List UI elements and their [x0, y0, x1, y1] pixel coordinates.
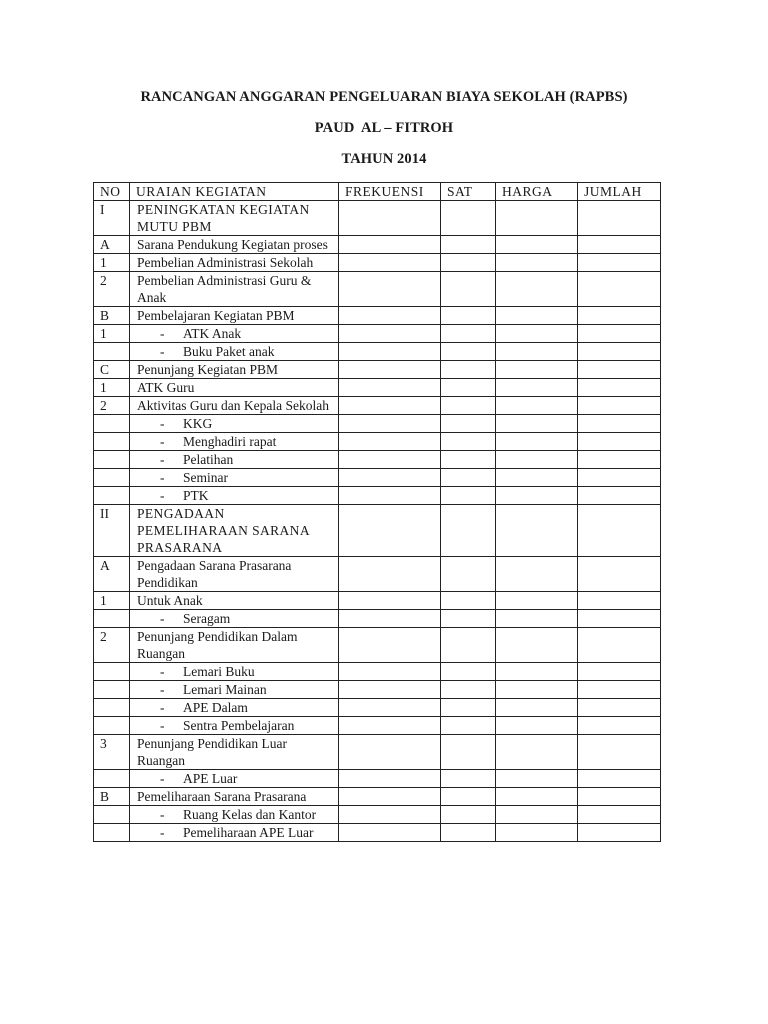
- jumlah-cell: [578, 272, 661, 307]
- bullet-dash: -: [160, 434, 165, 449]
- col-header-no: NO: [94, 183, 130, 201]
- harga-cell: [496, 557, 578, 592]
- sat-cell: [441, 236, 496, 254]
- bullet-dash: -: [160, 664, 165, 679]
- table-row: [94, 735, 661, 770]
- row-description-cell: [130, 415, 339, 433]
- row-description: PENINGKATAN KEGIATAN MUTU PBM: [137, 202, 310, 234]
- row-number: 1: [94, 592, 130, 610]
- frekuensi-cell: [339, 505, 441, 557]
- table-row: [94, 699, 661, 717]
- table-row: [94, 415, 661, 433]
- table-row: [94, 201, 661, 236]
- row-description-cell: [130, 379, 339, 397]
- harga-cell: [496, 236, 578, 254]
- table-row: [94, 770, 661, 788]
- row-number: [94, 610, 130, 628]
- bullet-dash: -: [160, 700, 165, 715]
- table-row: [94, 397, 661, 415]
- row-description: Pemeliharaan Sarana Prasarana: [137, 789, 307, 804]
- sat-cell: [441, 788, 496, 806]
- table-row: [94, 610, 661, 628]
- sat-cell: [441, 307, 496, 325]
- row-number: [94, 469, 130, 487]
- table-row: [94, 236, 661, 254]
- row-description: ATK Guru: [137, 380, 195, 395]
- sat-cell: [441, 379, 496, 397]
- row-number: A: [94, 557, 130, 592]
- harga-cell: [496, 325, 578, 343]
- frekuensi-cell: [339, 272, 441, 307]
- bullet-dash: -: [160, 344, 165, 359]
- bullet-dash: -: [160, 488, 165, 503]
- sat-cell: [441, 717, 496, 735]
- bullet-dash: -: [160, 807, 165, 822]
- row-description-cell: [130, 505, 339, 557]
- frekuensi-cell: [339, 361, 441, 379]
- frekuensi-cell: [339, 824, 441, 842]
- table-row: [94, 592, 661, 610]
- bullet-dash: -: [160, 825, 165, 840]
- bullet-dash: -: [160, 452, 165, 467]
- row-number: I: [94, 201, 130, 236]
- frekuensi-cell: [339, 325, 441, 343]
- frekuensi-cell: [339, 610, 441, 628]
- table-row: [94, 628, 661, 663]
- row-description-cell: [130, 681, 339, 699]
- row-description-cell: [130, 343, 339, 361]
- bullet-dash: -: [160, 326, 165, 341]
- frekuensi-cell: [339, 201, 441, 236]
- bullet-dash: -: [160, 611, 165, 626]
- row-description: Pengadaan Sarana Prasarana Pendidikan: [137, 558, 292, 590]
- row-number: C: [94, 361, 130, 379]
- bullet-dash: -: [160, 771, 165, 786]
- bullet-dash: -: [160, 682, 165, 697]
- jumlah-cell: [578, 735, 661, 770]
- row-description: Penunjang Pendidikan Dalam Ruangan: [137, 629, 298, 661]
- row-description: Sarana Pendukung Kegiatan proses: [137, 237, 328, 252]
- frekuensi-cell: [339, 717, 441, 735]
- harga-cell: [496, 505, 578, 557]
- row-number: [94, 824, 130, 842]
- frekuensi-cell: [339, 433, 441, 451]
- sat-cell: [441, 254, 496, 272]
- table-row: [94, 343, 661, 361]
- harga-cell: [496, 699, 578, 717]
- harga-cell: [496, 806, 578, 824]
- row-description-cell: [130, 487, 339, 505]
- row-description: Lemari Buku: [183, 664, 255, 679]
- row-description-cell: [130, 201, 339, 236]
- jumlah-cell: [578, 663, 661, 681]
- row-description-cell: [130, 557, 339, 592]
- row-description: Penunjang Kegiatan PBM: [137, 362, 278, 377]
- col-header-frekuensi: FREKUENSI: [339, 183, 441, 201]
- frekuensi-cell: [339, 343, 441, 361]
- row-number: 3: [94, 735, 130, 770]
- school-name: PAUD AL – FITROH: [314, 120, 454, 136]
- row-description: Sentra Pembelajaran: [183, 718, 295, 733]
- frekuensi-cell: [339, 735, 441, 770]
- harga-cell: [496, 451, 578, 469]
- harga-cell: [496, 592, 578, 610]
- row-description-cell: [130, 272, 339, 307]
- row-description: Pembelian Administrasi Sekolah: [137, 255, 314, 270]
- bullet-dash: -: [160, 718, 165, 733]
- row-description-cell: [130, 236, 339, 254]
- table-row: [94, 361, 661, 379]
- table-row: [94, 433, 661, 451]
- row-description: Menghadiri rapat: [183, 434, 277, 449]
- row-description-cell: [130, 592, 339, 610]
- frekuensi-cell: [339, 487, 441, 505]
- row-description: Pembelajaran Kegiatan PBM: [137, 308, 295, 323]
- row-number: II: [94, 505, 130, 557]
- jumlah-cell: [578, 681, 661, 699]
- row-description: Seragam: [183, 611, 231, 626]
- table-row: [94, 307, 661, 325]
- sat-cell: [441, 433, 496, 451]
- sat-cell: [441, 681, 496, 699]
- table-row: [94, 806, 661, 824]
- row-description: Ruang Kelas dan Kantor: [183, 807, 317, 822]
- harga-cell: [496, 717, 578, 735]
- sat-cell: [441, 663, 496, 681]
- frekuensi-cell: [339, 770, 441, 788]
- row-number: [94, 806, 130, 824]
- table-body: [94, 201, 661, 842]
- frekuensi-cell: [339, 699, 441, 717]
- sat-cell: [441, 770, 496, 788]
- row-number: 1: [94, 325, 130, 343]
- bullet-dash: -: [160, 470, 165, 485]
- table-row: [94, 379, 661, 397]
- frekuensi-cell: [339, 307, 441, 325]
- sat-cell: [441, 699, 496, 717]
- row-description-cell: [130, 717, 339, 735]
- harga-cell: [496, 681, 578, 699]
- row-number: B: [94, 307, 130, 325]
- jumlah-cell: [578, 397, 661, 415]
- row-number: [94, 487, 130, 505]
- jumlah-cell: [578, 325, 661, 343]
- table-row: [94, 681, 661, 699]
- row-description-cell: [130, 788, 339, 806]
- jumlah-cell: [578, 717, 661, 735]
- col-header-uraian: URAIAN KEGIATAN: [130, 183, 339, 201]
- row-number: 2: [94, 272, 130, 307]
- row-number: 1: [94, 254, 130, 272]
- frekuensi-cell: [339, 557, 441, 592]
- row-description-cell: [130, 397, 339, 415]
- harga-cell: [496, 735, 578, 770]
- harga-cell: [496, 469, 578, 487]
- row-description-cell: [130, 325, 339, 343]
- row-description: Untuk Anak: [137, 593, 203, 608]
- budget-table: [93, 182, 661, 842]
- row-description: APE Dalam: [183, 700, 248, 715]
- col-header-jumlah: JUMLAH: [578, 183, 661, 201]
- harga-cell: [496, 824, 578, 842]
- document-title: RANCANGAN ANGGARAN PENGELUARAN BIAYA SEKOLAH (RAPBS): [140, 89, 628, 105]
- row-description: Pembelian Administrasi Guru & Anak: [137, 273, 312, 305]
- table-row: [94, 469, 661, 487]
- harga-cell: [496, 433, 578, 451]
- table-row: [94, 254, 661, 272]
- jumlah-cell: [578, 451, 661, 469]
- sat-cell: [441, 505, 496, 557]
- harga-cell: [496, 307, 578, 325]
- frekuensi-cell: [339, 415, 441, 433]
- table-row: [94, 272, 661, 307]
- harga-cell: [496, 201, 578, 236]
- table-row: [94, 663, 661, 681]
- row-description-cell: [130, 663, 339, 681]
- frekuensi-cell: [339, 469, 441, 487]
- row-description-cell: [130, 307, 339, 325]
- jumlah-cell: [578, 487, 661, 505]
- table-row: [94, 505, 661, 557]
- row-description-cell: [130, 361, 339, 379]
- jumlah-cell: [578, 469, 661, 487]
- harga-cell: [496, 254, 578, 272]
- harga-cell: [496, 397, 578, 415]
- jumlah-cell: [578, 557, 661, 592]
- jumlah-cell: [578, 379, 661, 397]
- frekuensi-cell: [339, 254, 441, 272]
- jumlah-cell: [578, 770, 661, 788]
- row-description-cell: [130, 699, 339, 717]
- frekuensi-cell: [339, 451, 441, 469]
- row-description-cell: [130, 610, 339, 628]
- row-description: PENGADAAN PEMELIHARAAN SARANA PRASARANA: [137, 506, 310, 555]
- row-number: 2: [94, 397, 130, 415]
- jumlah-cell: [578, 806, 661, 824]
- row-number: [94, 343, 130, 361]
- jumlah-cell: [578, 361, 661, 379]
- row-description: Pemeliharaan APE Luar: [183, 825, 314, 840]
- col-header-sat: SAT: [441, 183, 496, 201]
- row-description-cell: [130, 628, 339, 663]
- jumlah-cell: [578, 628, 661, 663]
- frekuensi-cell: [339, 788, 441, 806]
- frekuensi-cell: [339, 663, 441, 681]
- jumlah-cell: [578, 415, 661, 433]
- table-row: [94, 788, 661, 806]
- harga-cell: [496, 361, 578, 379]
- row-number: B: [94, 788, 130, 806]
- harga-cell: [496, 628, 578, 663]
- row-number: [94, 433, 130, 451]
- row-description-cell: [130, 806, 339, 824]
- harga-cell: [496, 770, 578, 788]
- row-description-cell: [130, 469, 339, 487]
- table-row: [94, 487, 661, 505]
- sat-cell: [441, 806, 496, 824]
- sat-cell: [441, 272, 496, 307]
- row-number: A: [94, 236, 130, 254]
- row-description: Penunjang Pendidikan Luar Ruangan: [137, 736, 287, 768]
- harga-cell: [496, 343, 578, 361]
- row-number: [94, 663, 130, 681]
- frekuensi-cell: [339, 236, 441, 254]
- row-description-cell: [130, 451, 339, 469]
- row-description-cell: [130, 433, 339, 451]
- frekuensi-cell: [339, 681, 441, 699]
- col-header-harga: HARGA: [496, 183, 578, 201]
- row-description-cell: [130, 254, 339, 272]
- harga-cell: [496, 272, 578, 307]
- sat-cell: [441, 469, 496, 487]
- sat-cell: [441, 201, 496, 236]
- sat-cell: [441, 397, 496, 415]
- jumlah-cell: [578, 610, 661, 628]
- jumlah-cell: [578, 201, 661, 236]
- sat-cell: [441, 487, 496, 505]
- jumlah-cell: [578, 236, 661, 254]
- harga-cell: [496, 610, 578, 628]
- sat-cell: [441, 343, 496, 361]
- row-description-cell: [130, 824, 339, 842]
- table-row: [94, 451, 661, 469]
- sat-cell: [441, 325, 496, 343]
- sat-cell: [441, 451, 496, 469]
- table-row: [94, 824, 661, 842]
- sat-cell: [441, 415, 496, 433]
- row-description: Buku Paket anak: [183, 344, 275, 359]
- row-description: Seminar: [183, 470, 228, 485]
- sat-cell: [441, 592, 496, 610]
- jumlah-cell: [578, 343, 661, 361]
- frekuensi-cell: [339, 628, 441, 663]
- jumlah-cell: [578, 307, 661, 325]
- row-number: [94, 699, 130, 717]
- row-number: 1: [94, 379, 130, 397]
- row-description-cell: [130, 770, 339, 788]
- budget-year: TAHUN 2014: [341, 151, 427, 167]
- table-row: [94, 325, 661, 343]
- jumlah-cell: [578, 505, 661, 557]
- table-row: [94, 557, 661, 592]
- row-number: [94, 681, 130, 699]
- frekuensi-cell: [339, 806, 441, 824]
- row-description: ATK Anak: [183, 326, 242, 341]
- sat-cell: [441, 628, 496, 663]
- row-number: [94, 451, 130, 469]
- jumlah-cell: [578, 433, 661, 451]
- jumlah-cell: [578, 824, 661, 842]
- row-description: PTK: [183, 488, 209, 503]
- harga-cell: [496, 788, 578, 806]
- frekuensi-cell: [339, 379, 441, 397]
- row-description: Pelatihan: [183, 452, 234, 467]
- jumlah-cell: [578, 592, 661, 610]
- table-header-row: [94, 183, 661, 201]
- row-description-cell: [130, 735, 339, 770]
- frekuensi-cell: [339, 592, 441, 610]
- bullet-dash: -: [160, 416, 165, 431]
- sat-cell: [441, 824, 496, 842]
- jumlah-cell: [578, 788, 661, 806]
- row-number: 2: [94, 628, 130, 663]
- sat-cell: [441, 735, 496, 770]
- harga-cell: [496, 379, 578, 397]
- row-number: [94, 770, 130, 788]
- row-description: APE Luar: [183, 771, 238, 786]
- sat-cell: [441, 557, 496, 592]
- sat-cell: [441, 610, 496, 628]
- jumlah-cell: [578, 254, 661, 272]
- harga-cell: [496, 663, 578, 681]
- table-row: [94, 717, 661, 735]
- harga-cell: [496, 487, 578, 505]
- row-description: Aktivitas Guru dan Kepala Sekolah: [137, 398, 329, 413]
- harga-cell: [496, 415, 578, 433]
- frekuensi-cell: [339, 397, 441, 415]
- sat-cell: [441, 361, 496, 379]
- row-number: [94, 415, 130, 433]
- row-number: [94, 717, 130, 735]
- row-description: Lemari Mainan: [183, 682, 267, 697]
- row-description: KKG: [183, 416, 213, 431]
- jumlah-cell: [578, 699, 661, 717]
